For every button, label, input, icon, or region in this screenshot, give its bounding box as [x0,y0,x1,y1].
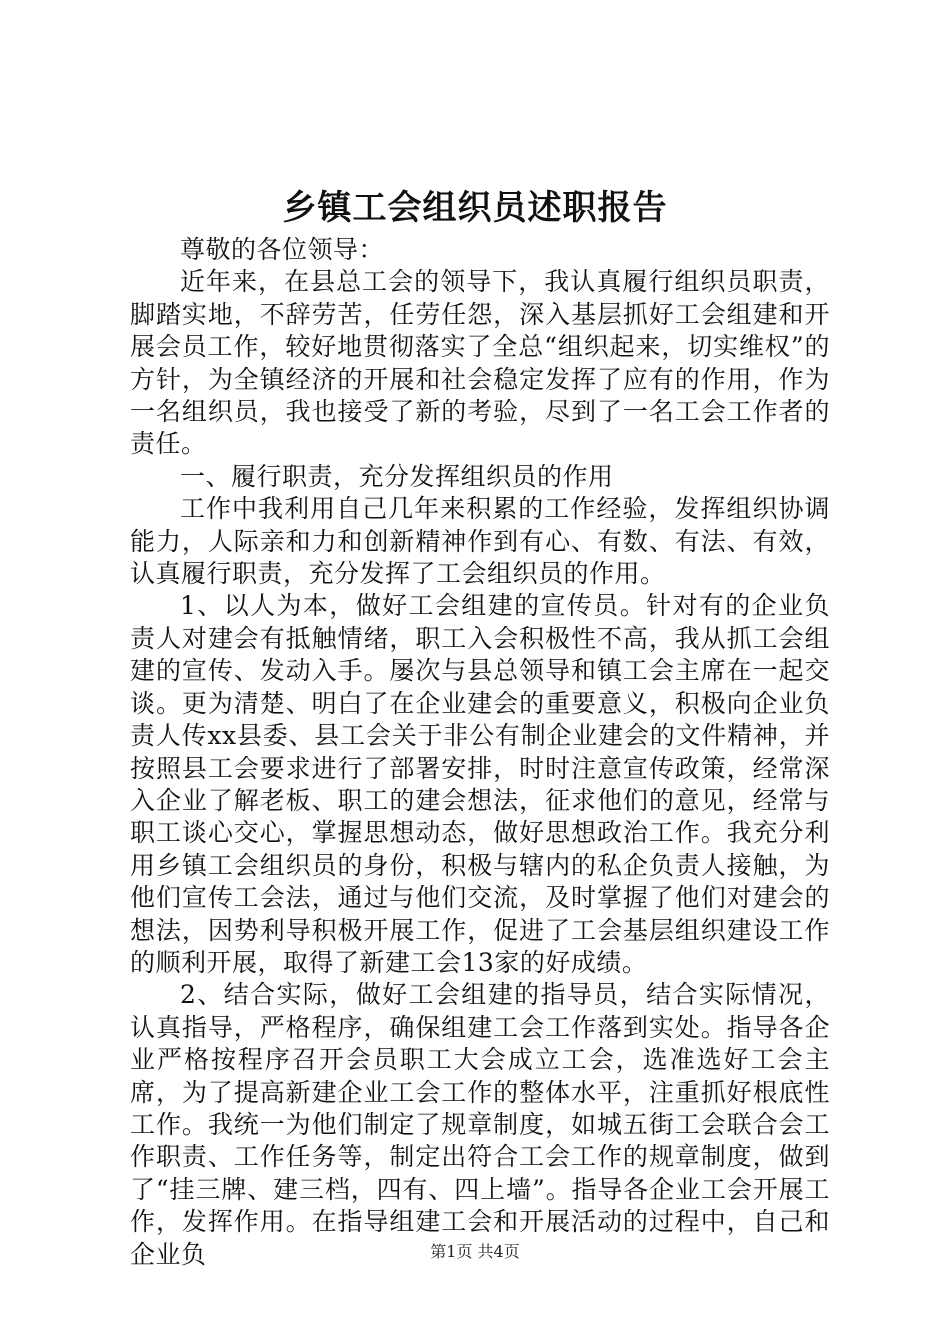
body-paragraph: 工作中我利用自己几年来积累的工作经验，发挥组织协调能力，人际亲和力和创新精神作到有心、有数、有法、有效，认真履行职责，充分发挥了工会组织员的作用。 [130,494,830,589]
section-heading: 一、履行职责，充分发挥组织员的作用 [180,461,614,491]
body-paragraph: 近年来，在县总工会的领导下，我认真履行组织员职责，脚踏实地，不辞劳苦，任劳任怨，深入基层抓好工会组建和开展会员工作，较好地贯彻落实了全总“组织起来，切实维权”的方针，为全镇经济的开展和社会稳定发挥了应有的作用，作为一名组织员，我也接受了新的考验，尽到了一名工会工作者的责任。 [130,267,830,459]
document-body [130,234,830,1271]
body-paragraph: 2、结合实际，做好工会组建的指导员，结合实际情况，认真指导，严格程序，确保组建工会工作落到实处。指导各企业严格按程序召开会员职工大会成立工会，选准选好工会主席，为了提高新建企业工会工作的整体水平，注重抓好根底性工作。我统一为他们制定了规章制度，如城五街工会联合会工作职责、工作任务等，制定出符合工会工作的规章制度，做到了“挂三牌、建三档，四有、四上墙”。指导各企业工会开展工作，发挥作用。在指导组建工会和开展活动的过程中，自己和企业负 [130,980,830,1269]
page-number-footer: 第1页 共4页 [430,1242,520,1261]
body-paragraph: 1、以人为本，做好工会组建的宣传员。针对有的企业负责人对建会有抵触情绪，职工入会积极性不高，我从抓工会组建的宣传、发动入手。屡次与县总领导和镇工会主席在一起交谈。更为清楚、明白了在企业建会的重要意义，积极向企业负责人传xx县委、县工会关于非公有制企业建会的文件精神，并按照县工会要求进行了部署安排，时时注意宣传政策，经常深入企业了解老板、职工的建会想法，征求他们的意见，经常与职工谈心交心，掌握思想动态，做好思想政治工作。我充分利用乡镇工会组织员的身份，积极与辖内的私企负责人接触，为他们宣传工会法，通过与他们交流，及时掌握了他们对建会的想法，因势利导积极开展工作，促进了工会基层组织建设工作的顺利开展，取得了新建工会13家的好成绩。 [130,591,830,977]
document-title: 乡镇工会组织员述职报告 [282,188,668,228]
salutation-paragraph: 尊敬的各位领导： [180,235,385,264]
